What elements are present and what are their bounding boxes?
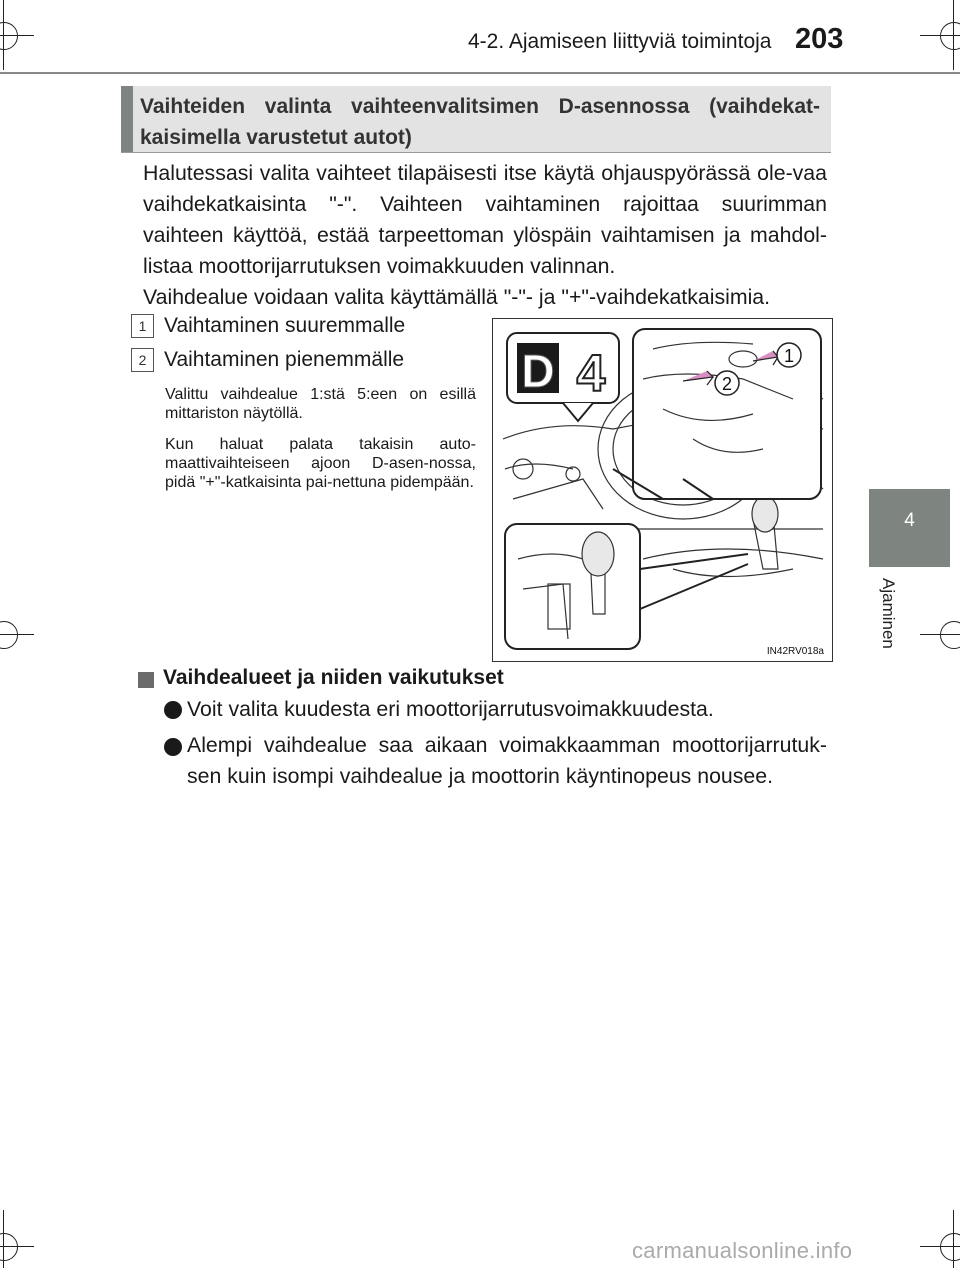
section-title: Vaihteiden valinta vaihteenvalitsimen D-asennossa (vaihdekat-kaisimella varustetut autot) <box>140 95 820 149</box>
page-number: 203 <box>795 23 844 55</box>
subsection-marker-icon <box>138 672 154 688</box>
watermark: carmanualsonline.info <box>632 1238 853 1263</box>
step-label-1: Vaihtaminen suuremmalle <box>164 314 406 337</box>
chapter-number: 4 <box>904 510 915 531</box>
gear-number: 4 <box>576 345 606 403</box>
note-2: Kun haluat palata takaisin auto-maattivaihteiseen ajoon D-asen-nossa, pidä "+"-katkaisinta pai-nettuna pidempään. <box>165 436 476 491</box>
figure-code: IN42RV018a <box>766 646 824 657</box>
steering-wheel-illustration <box>492 318 833 662</box>
step-number-1: 1 <box>131 314 154 338</box>
bullet-item-1: Voit valita kuudesta eri moottorijarrutusvoimakkuudesta. <box>187 697 714 721</box>
illustration-drawing <box>493 319 832 661</box>
section-header: 4-2. Ajamiseen liittyviä toimintoja <box>468 30 772 53</box>
intro-paragraph: Halutessasi valita vaihteet tilapäisesti itse käytä ohjauspyörässä ole-vaa vaihdekatkaisinta "-". Vaihteen vaihtaminen rajoittaa suurimman vaihteen käyttöä, estää tarpeettoman ylöspäin vaihtamisen ja mahdol-listaa moottorijarrutuksen voimakkuuden valinnan. <box>143 161 827 278</box>
step-label-2: Vaihtaminen pienemmälle <box>164 348 405 371</box>
chapter-label: Ajaminen <box>879 578 898 649</box>
header-rule <box>0 72 960 74</box>
figure-callout-1: 1 <box>783 346 795 366</box>
bullet-dot-icon <box>164 738 182 756</box>
bullet-item-2: Alempi vaihdealue saa aikaan voimakkaamman moottorijarrutuk-sen kuin isompi vaihdealue ja moottorin käyntinopeus nousee. <box>187 733 827 788</box>
note-1: Valittu vaihdealue 1:stä 5:een on esillä mittariston näytöllä. <box>165 386 476 422</box>
section-title-accent <box>121 86 133 152</box>
figure-callout-2: 2 <box>721 374 733 394</box>
subsection-heading: Vaihdealueet ja niiden vaikutukset <box>163 666 504 689</box>
step-number-2: 2 <box>131 348 154 372</box>
bullet-dot-icon <box>164 701 182 719</box>
chapter-label-container <box>872 578 902 658</box>
intro-paragraph-2: Vaihdealue voidaan valita käyttämällä "-"- ja "+"-vaihdekatkaisimia. <box>143 285 771 309</box>
gear-letter: D <box>521 345 555 397</box>
